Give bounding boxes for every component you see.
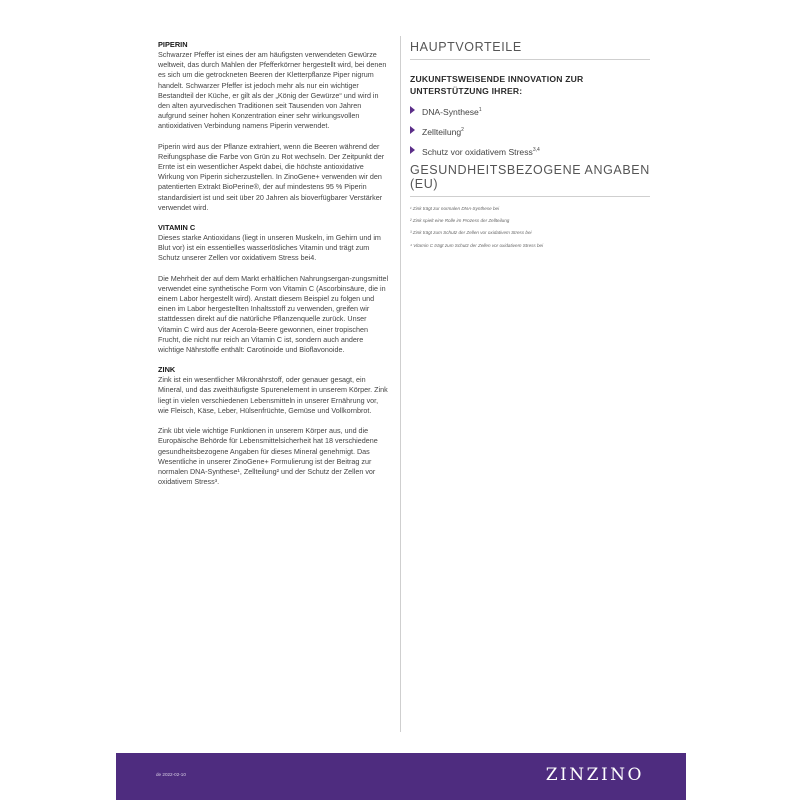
- piperin-paragraph-1: Schwarzer Pfeffer ist eines der am häufigsten verwendeten Gewürze weltweit, das durch Mahlen der Pfefferkörner hergestellt wird, bei denen es sich um die getrockneten Beeren der Kletterpflanze Piper nigrum handelt. Schwarzer Pfeffer ist jedoch mehr als nur ein wichtiger Bestandteil der Küche, er gilt als der „König der Gewürze“ und wird in den alten ayurvedischen Traditionen seit Tausenden von Jahren aufgrund seiner hohen Konzentration einer sehr wirkungsvollen antioxidativen Verbindung namens Piperin verwendet.: [158, 50, 387, 131]
- zink-paragraph-2: Zink übt viele wichtige Funktionen in unserem Körper aus, und die Europäische Behörde für Lebensmittelsicherheit hat 18 verschiedene gesundheitsbezogene Angaben für dieses Mineral genehmigt. Das Wesentliche in unserer ZinoGene+ Formulierung ist der Beitrag zur normalen DNA-Synthese¹, Zellteilung² und der Schutz der Zellen vor oxidativem Stress³.: [158, 426, 378, 487]
- health-claim: ¹ Zink trägt zur normalen DNA-Synthese bei: [410, 206, 500, 211]
- benefit-item: [410, 143, 650, 163]
- health-claim: ² Zink spielt eine Rolle im Prozess der Zellteilung: [410, 218, 510, 224]
- zink-heading: ZINK: [158, 365, 176, 375]
- benefit-item: [410, 103, 650, 123]
- arrow-right-icon: [410, 146, 415, 154]
- health-claim: ⁴ Vitamin C trägt zum Schutz der Zellen vor oxidativem Stress bei: [410, 242, 544, 248]
- document-date: de 2022-02-10: [156, 772, 186, 777]
- main-benefits-title: HAUPTVORTEILE: [410, 40, 650, 60]
- arrow-right-icon: [410, 126, 415, 134]
- zink-paragraph-1: Zink ist ein wesentlicher Mikronährstoff, oder genauer gesagt, ein Mineral, und das zweithäufigste Spurenelement in unserem Körper. Zink liegt in vielen verschiedenen Lebensmitteln in unserer Ernährung vor, wie Fleisch, Käse, Leber, Hülsenfrüchte, Gemüse und Vollkornbrot.: [158, 375, 388, 415]
- benefit-label: DNA-Synthese: [422, 107, 479, 117]
- right-column: [410, 40, 650, 252]
- benefit-footnote: 1: [478, 107, 482, 113]
- left-column: [158, 40, 390, 497]
- benefits-subheading: ZUKUNFTSWEISENDE INNOVATION ZUR UNTERSTÜTZUNG IHRER:: [410, 74, 584, 96]
- vitamin-c-paragraph-1: Dieses starke Antioxidans (liegt in unseren Muskeln, im Gehirn und im Blut vor) ist ein essentielles wasserlösliches Vitamin und trägt zum Schutz unserer Zellen vor oxidativem Stress bei4.: [158, 233, 381, 263]
- piperin-heading: PIPERIN: [158, 40, 188, 49]
- benefit-footnote: 2: [461, 127, 464, 133]
- health-claim: ³ Zink trägt zum Schutz der Zellen vor oxidativem Stress bei: [410, 230, 532, 236]
- vitamin-c-paragraph-2: Die Mehrheit der auf dem Markt erhältlichen Nahrungsergan-zungsmittel verwendet eine synthetische Form von Vitamin C (Ascorbinsäure, die in einem Labor hergestellt wird). Anstatt diesem Beispiel zu folgen und einen im Labor hergestellten Inhaltsstoff zu verwenden, greifen wir stattdessen direkt auf die natürliche Pflanzenquelle zurück. Unser Vitamin C wird aus der Acerola-Beere gewonnen, einer tropischen Frucht, die nicht nur reich an Vitamin C ist, sondern auch andere wichtige Nährstoffe enthält: Carotinoide und Bioflavonoide.: [158, 273, 389, 355]
- benefit-footnote: 3,4: [532, 147, 540, 153]
- section-vitamin-c: [158, 223, 390, 355]
- benefits-list: [410, 103, 650, 163]
- section-piperin: [158, 40, 390, 213]
- benefit-label: Schutz vor oxidativem Stress: [422, 147, 533, 157]
- vitamin-c-heading: VITAMIN C: [158, 223, 196, 233]
- health-claims-title: GESUNDHEITSBEZOGENE ANGABEN (EU): [410, 163, 650, 197]
- health-claims-list: [410, 203, 650, 252]
- section-zink: [158, 365, 390, 487]
- brand-logo: ZINZINO: [545, 765, 644, 785]
- piperin-paragraph-2: Piperin wird aus der Pflanze extrahiert, wenn die Beeren während der Reifungsphase die Farbe von Grün zu Rot wechseln. Der Zeitpunkt der Ernte ist ein wesentlicher Aspekt dabei, die höchste antioxidative Wirkung von Piperin sicherzustellen. In ZinoGene+ verwenden wir den patentierten Extrakt BioPerine®, der auf mindestens 95 % Piperin standardisiert ist und seit über 20 Jahren als bioverfügbarer Verstärker verwendet wird.: [158, 141, 385, 212]
- benefit-label: Zellteilung: [422, 127, 462, 137]
- benefit-item: [410, 123, 650, 143]
- column-divider: [400, 36, 401, 732]
- arrow-right-icon: [410, 106, 415, 114]
- footer-bar: [116, 753, 686, 800]
